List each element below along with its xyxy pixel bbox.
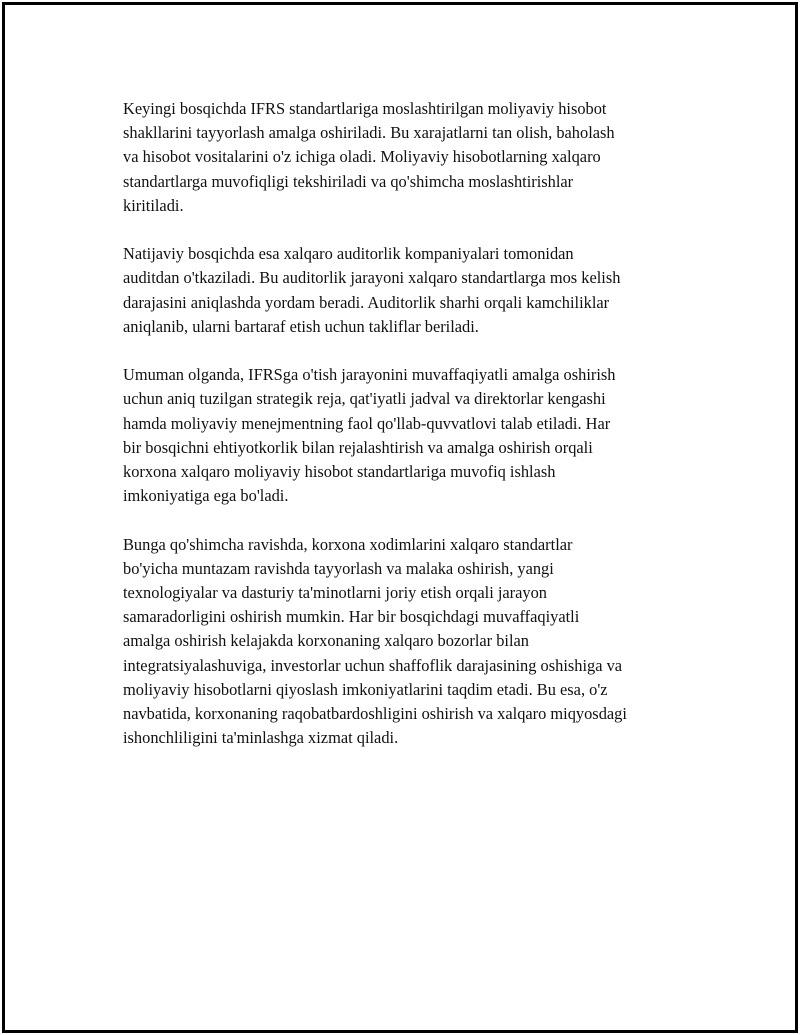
text-line: shakllarini tayyorlash amalga oshiriladi. Bu xarajatlarni tan olish, baholash bbox=[123, 123, 615, 143]
text-line: standartlarga muvofiqligi tekshiriladi va qo'shimcha moslashtirishlar bbox=[123, 171, 574, 191]
text-line: navbatida, korxonaning raqobatbardoshligini oshirish va xalqaro miqyosdagi bbox=[123, 704, 627, 724]
text-line: hamda moliyaviy menejmentning faol qo'llab-quvvatlovi talab etiladi. Har bbox=[123, 413, 611, 433]
text-line: bir bosqichni ehtiyotkorlik bilan rejalashtirish va amalga oshirish orqali bbox=[123, 437, 593, 457]
paragraph-conclusion bbox=[123, 363, 703, 508]
text-line: samaradorligini oshirish mumkin. Har bir bosqichdagi muvaffaqiyatli bbox=[123, 607, 580, 627]
paragraph-additional bbox=[123, 533, 703, 751]
document-body bbox=[123, 97, 703, 775]
text-line: uchun aniq tuzilgan strategik reja, qat'iyatli jadval va direktorlar kengashi bbox=[123, 389, 606, 409]
text-line: auditdan o'tkaziladi. Bu auditorlik jarayoni xalqaro standartlarga mos kelish bbox=[123, 268, 621, 288]
document-page bbox=[2, 2, 798, 1033]
text-line: texnologiyalar va dasturiy ta'minotlarni joriy etish orqali jarayon bbox=[123, 583, 547, 603]
text-line: va hisobot vositalarini o'z ichiga oladi. Moliyaviy hisobotlarning xalqaro bbox=[123, 147, 601, 167]
text-line: Keyingi bosqichda IFRS standartlariga moslashtirilgan moliyaviy hisobot bbox=[123, 99, 607, 118]
text-line: imkoniyatiga ega bo'ladi. bbox=[123, 486, 289, 506]
text-line: Natijaviy bosqichda esa xalqaro auditorlik kompaniyalari tomonidan bbox=[123, 244, 574, 264]
text-line: amalga oshirish kelajakda korxonaning xalqaro bozorlar bilan bbox=[123, 631, 529, 651]
text-line: aniqlanib, ularni bartaraf etish uchun takliflar beriladi. bbox=[123, 316, 479, 336]
text-line: ishonchliligini ta'minlashga xizmat qiladi. bbox=[123, 728, 399, 748]
paragraph-next-stage bbox=[123, 97, 703, 218]
text-line: Umuman olganda, IFRSga o'tish jarayonini muvaffaqiyatli amalga oshirish bbox=[123, 365, 616, 385]
text-line: moliyaviy hisobotlarni qiyoslash imkoniyatlarini taqdim etadi. Bu esa, o'z bbox=[123, 679, 608, 699]
text-line: bo'yicha muntazam ravishda tayyorlash va malaka oshirish, yangi bbox=[123, 558, 554, 578]
text-line: korxona xalqaro moliyaviy hisobot standartlariga muvofiq ishlash bbox=[123, 462, 556, 482]
paragraph-final-stage bbox=[123, 242, 703, 339]
text-line: darajasini aniqlashda yordam beradi. Auditorlik sharhi orqali kamchiliklar bbox=[123, 292, 610, 312]
text-line: Bunga qo'shimcha ravishda, korxona xodimlarini xalqaro standartlar bbox=[123, 534, 573, 554]
text-line: integratsiyalashuviga, investorlar uchun shaffoflik darajasining oshishiga va bbox=[123, 655, 623, 675]
text-line: kiritiladi. bbox=[123, 195, 184, 215]
